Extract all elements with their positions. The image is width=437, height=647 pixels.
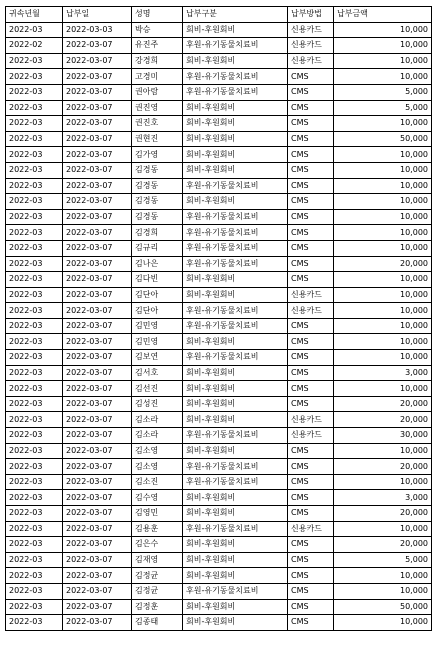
table-row xyxy=(6,615,432,631)
period-cell: 2022-03 xyxy=(6,84,63,100)
name-cell: 김민영 xyxy=(132,318,183,334)
name-cell: 김경희 xyxy=(132,225,183,241)
payment-date-cell: 2022-03-07 xyxy=(63,147,132,163)
amount-cell: 10,000 xyxy=(334,38,432,54)
table-row xyxy=(6,225,432,241)
payment-type-cell: 회비-후원회비 xyxy=(183,131,288,147)
period-cell: 2022-03 xyxy=(6,256,63,272)
payment-date-cell: 2022-03-07 xyxy=(63,84,132,100)
payment-method-cell: CMS xyxy=(288,194,334,210)
payment-date-cell: 2022-03-07 xyxy=(63,381,132,397)
payment-method-cell: CMS xyxy=(288,490,334,506)
period-cell: 2022-03 xyxy=(6,350,63,366)
payment-type-cell: 후원-유기동물치료비 xyxy=(183,459,288,475)
name-cell: 김소진 xyxy=(132,474,183,490)
payment-method-cell: CMS xyxy=(288,318,334,334)
payment-date-cell: 2022-03-07 xyxy=(63,506,132,522)
name-cell: 김규리 xyxy=(132,240,183,256)
table-row xyxy=(6,474,432,490)
header-payment-method: 납부방법 xyxy=(288,7,334,23)
period-cell: 2022-03 xyxy=(6,615,63,631)
period-cell: 2022-03 xyxy=(6,428,63,444)
payment-method-cell: CMS xyxy=(288,272,334,288)
name-cell: 김정균 xyxy=(132,583,183,599)
period-cell: 2022-03 xyxy=(6,334,63,350)
payment-date-cell: 2022-03-07 xyxy=(63,334,132,350)
payment-type-cell: 후원-유기동물치료비 xyxy=(183,521,288,537)
table-row xyxy=(6,334,432,350)
payment-type-cell: 회비-후원회비 xyxy=(183,381,288,397)
period-cell: 2022-03 xyxy=(6,506,63,522)
amount-cell: 10,000 xyxy=(334,162,432,178)
payment-method-cell: CMS xyxy=(288,459,334,475)
payment-method-cell: CMS xyxy=(288,240,334,256)
header-period: 귀속년월 xyxy=(6,7,63,23)
payment-date-cell: 2022-03-07 xyxy=(63,599,132,615)
payment-type-cell: 후원-유기동물치료비 xyxy=(183,178,288,194)
table-row xyxy=(6,412,432,428)
amount-cell: 20,000 xyxy=(334,537,432,553)
table-row xyxy=(6,256,432,272)
amount-cell: 10,000 xyxy=(334,615,432,631)
period-cell: 2022-02 xyxy=(6,38,63,54)
table-row xyxy=(6,428,432,444)
payment-method-cell: CMS xyxy=(288,568,334,584)
payment-type-cell: 회비-후원회비 xyxy=(183,443,288,459)
table-row xyxy=(6,100,432,116)
amount-cell: 10,000 xyxy=(334,287,432,303)
payment-method-cell: CMS xyxy=(288,381,334,397)
table-row xyxy=(6,350,432,366)
name-cell: 권진영 xyxy=(132,100,183,116)
payment-type-cell: 후원-유기동물치료비 xyxy=(183,84,288,100)
payment-type-cell: 후원-유기동물치료비 xyxy=(183,209,288,225)
payment-date-cell: 2022-03-07 xyxy=(63,521,132,537)
payment-method-cell: CMS xyxy=(288,615,334,631)
payment-type-cell: 회비-후원회비 xyxy=(183,194,288,210)
name-cell: 김용훈 xyxy=(132,521,183,537)
payment-type-cell: 후원-유기동물치료비 xyxy=(183,38,288,54)
period-cell: 2022-03 xyxy=(6,318,63,334)
payment-method-cell: CMS xyxy=(288,537,334,553)
payment-type-cell: 회비-후원회비 xyxy=(183,506,288,522)
payment-date-cell: 2022-03-07 xyxy=(63,209,132,225)
amount-cell: 20,000 xyxy=(334,459,432,475)
amount-cell: 50,000 xyxy=(334,131,432,147)
table-row xyxy=(6,583,432,599)
period-cell: 2022-03 xyxy=(6,568,63,584)
amount-cell: 20,000 xyxy=(334,396,432,412)
payment-method-cell: CMS xyxy=(288,350,334,366)
payment-date-cell: 2022-03-07 xyxy=(63,194,132,210)
payment-ledger-table xyxy=(5,6,432,631)
amount-cell: 5,000 xyxy=(334,552,432,568)
payment-date-cell: 2022-03-07 xyxy=(63,490,132,506)
period-cell: 2022-03 xyxy=(6,225,63,241)
amount-cell: 5,000 xyxy=(334,84,432,100)
table-row xyxy=(6,22,432,38)
name-cell: 권진호 xyxy=(132,116,183,132)
payment-method-cell: CMS xyxy=(288,69,334,85)
payment-method-cell: 신용카드 xyxy=(288,412,334,428)
payment-date-cell: 2022-03-07 xyxy=(63,365,132,381)
period-cell: 2022-03 xyxy=(6,240,63,256)
amount-cell: 10,000 xyxy=(334,116,432,132)
payment-type-cell: 회비-후원회비 xyxy=(183,100,288,116)
payment-type-cell: 회비-후원회비 xyxy=(183,552,288,568)
period-cell: 2022-03 xyxy=(6,412,63,428)
amount-cell: 10,000 xyxy=(334,521,432,537)
table-row xyxy=(6,131,432,147)
amount-cell: 10,000 xyxy=(334,583,432,599)
table-row xyxy=(6,552,432,568)
header-payment-amount: 납부금액 xyxy=(334,7,432,23)
name-cell: 김단아 xyxy=(132,287,183,303)
payment-type-cell: 후원-유기동물치료비 xyxy=(183,350,288,366)
table-row xyxy=(6,287,432,303)
amount-cell: 10,000 xyxy=(334,350,432,366)
period-cell: 2022-03 xyxy=(6,521,63,537)
payment-method-cell: 신용카드 xyxy=(288,303,334,319)
amount-cell: 10,000 xyxy=(334,334,432,350)
table-row xyxy=(6,162,432,178)
name-cell: 김소라 xyxy=(132,428,183,444)
payment-method-cell: 신용카드 xyxy=(288,428,334,444)
table-row xyxy=(6,194,432,210)
period-cell: 2022-03 xyxy=(6,365,63,381)
header-name: 성명 xyxy=(132,7,183,23)
payment-method-cell: CMS xyxy=(288,84,334,100)
period-cell: 2022-03 xyxy=(6,194,63,210)
payment-method-cell: CMS xyxy=(288,116,334,132)
amount-cell: 10,000 xyxy=(334,240,432,256)
name-cell: 김수영 xyxy=(132,490,183,506)
payment-method-cell: CMS xyxy=(288,334,334,350)
payment-type-cell: 후원-유기동물치료비 xyxy=(183,256,288,272)
amount-cell: 10,000 xyxy=(334,22,432,38)
amount-cell: 3,000 xyxy=(334,490,432,506)
payment-type-cell: 회비-후원회비 xyxy=(183,365,288,381)
payment-date-cell: 2022-03-07 xyxy=(63,38,132,54)
name-cell: 김민영 xyxy=(132,334,183,350)
amount-cell: 10,000 xyxy=(334,272,432,288)
payment-method-cell: CMS xyxy=(288,100,334,116)
name-cell: 김다빈 xyxy=(132,272,183,288)
amount-cell: 10,000 xyxy=(334,69,432,85)
period-cell: 2022-03 xyxy=(6,209,63,225)
table-row xyxy=(6,240,432,256)
table-row xyxy=(6,69,432,85)
amount-cell: 10,000 xyxy=(334,194,432,210)
period-cell: 2022-03 xyxy=(6,22,63,38)
amount-cell: 10,000 xyxy=(334,318,432,334)
payment-date-cell: 2022-03-07 xyxy=(63,100,132,116)
payment-date-cell: 2022-03-07 xyxy=(63,116,132,132)
payment-type-cell: 회비-후원회비 xyxy=(183,537,288,553)
payment-date-cell: 2022-03-07 xyxy=(63,318,132,334)
table-row xyxy=(6,178,432,194)
name-cell: 김서호 xyxy=(132,365,183,381)
name-cell: 김정균 xyxy=(132,568,183,584)
payment-method-cell: CMS xyxy=(288,162,334,178)
period-cell: 2022-03 xyxy=(6,131,63,147)
payment-date-cell: 2022-03-07 xyxy=(63,287,132,303)
payment-date-cell: 2022-03-07 xyxy=(63,272,132,288)
payment-method-cell: 신용카드 xyxy=(288,521,334,537)
payment-date-cell: 2022-03-07 xyxy=(63,537,132,553)
table-row xyxy=(6,396,432,412)
payment-date-cell: 2022-03-07 xyxy=(63,350,132,366)
name-cell: 김소라 xyxy=(132,412,183,428)
name-cell: 김경동 xyxy=(132,209,183,225)
payment-type-cell: 회비-후원회비 xyxy=(183,599,288,615)
payment-date-cell: 2022-03-07 xyxy=(63,459,132,475)
table-row xyxy=(6,84,432,100)
payment-type-cell: 회비-후원회비 xyxy=(183,162,288,178)
payment-date-cell: 2022-03-07 xyxy=(63,240,132,256)
payment-method-cell: 신용카드 xyxy=(288,53,334,69)
payment-type-cell: 후원-유기동물치료비 xyxy=(183,474,288,490)
payment-method-cell: CMS xyxy=(288,552,334,568)
name-cell: 김종태 xyxy=(132,615,183,631)
name-cell: 김경동 xyxy=(132,162,183,178)
name-cell: 김소영 xyxy=(132,443,183,459)
amount-cell: 10,000 xyxy=(334,209,432,225)
name-cell: 권아람 xyxy=(132,84,183,100)
payment-method-cell: CMS xyxy=(288,396,334,412)
payment-date-cell: 2022-03-07 xyxy=(63,178,132,194)
table-row xyxy=(6,272,432,288)
payment-method-cell: 신용카드 xyxy=(288,38,334,54)
period-cell: 2022-03 xyxy=(6,303,63,319)
name-cell: 김재영 xyxy=(132,552,183,568)
period-cell: 2022-03 xyxy=(6,53,63,69)
name-cell: 김경동 xyxy=(132,178,183,194)
period-cell: 2022-03 xyxy=(6,100,63,116)
payment-method-cell: 신용카드 xyxy=(288,22,334,38)
table-row xyxy=(6,568,432,584)
name-cell: 김경동 xyxy=(132,194,183,210)
name-cell: 권현진 xyxy=(132,131,183,147)
payment-date-cell: 2022-03-07 xyxy=(63,53,132,69)
payment-type-cell: 후원-유기동물치료비 xyxy=(183,583,288,599)
payment-type-cell: 회비-후원회비 xyxy=(183,490,288,506)
table-row xyxy=(6,318,432,334)
payment-type-cell: 회비-후원회비 xyxy=(183,116,288,132)
payment-type-cell: 회비-후원회비 xyxy=(183,147,288,163)
amount-cell: 5,000 xyxy=(334,100,432,116)
period-cell: 2022-03 xyxy=(6,272,63,288)
payment-date-cell: 2022-03-07 xyxy=(63,131,132,147)
table-row xyxy=(6,147,432,163)
name-cell: 김은수 xyxy=(132,537,183,553)
payment-date-cell: 2022-03-07 xyxy=(63,568,132,584)
period-cell: 2022-03 xyxy=(6,396,63,412)
name-cell: 김소영 xyxy=(132,459,183,475)
name-cell: 김나은 xyxy=(132,256,183,272)
payment-method-cell: CMS xyxy=(288,443,334,459)
payment-date-cell: 2022-03-07 xyxy=(63,162,132,178)
name-cell: 김영민 xyxy=(132,506,183,522)
amount-cell: 10,000 xyxy=(334,474,432,490)
amount-cell: 30,000 xyxy=(334,428,432,444)
table-row xyxy=(6,490,432,506)
period-cell: 2022-03 xyxy=(6,599,63,615)
payment-type-cell: 후원-유기동물치료비 xyxy=(183,303,288,319)
name-cell: 김성진 xyxy=(132,396,183,412)
payment-type-cell: 회비-후원회비 xyxy=(183,412,288,428)
payment-method-cell: CMS xyxy=(288,506,334,522)
payment-date-cell: 2022-03-07 xyxy=(63,225,132,241)
period-cell: 2022-03 xyxy=(6,162,63,178)
amount-cell: 10,000 xyxy=(334,147,432,163)
table-row xyxy=(6,537,432,553)
name-cell: 김보연 xyxy=(132,350,183,366)
payment-date-cell: 2022-03-07 xyxy=(63,303,132,319)
amount-cell: 50,000 xyxy=(334,599,432,615)
table-row xyxy=(6,303,432,319)
payment-method-cell: CMS xyxy=(288,178,334,194)
period-cell: 2022-03 xyxy=(6,537,63,553)
payment-type-cell: 회비-후원회비 xyxy=(183,396,288,412)
period-cell: 2022-03 xyxy=(6,490,63,506)
payment-type-cell: 회비-후원회비 xyxy=(183,615,288,631)
table-row xyxy=(6,521,432,537)
payment-method-cell: CMS xyxy=(288,209,334,225)
table-row xyxy=(6,38,432,54)
payment-method-cell: CMS xyxy=(288,365,334,381)
amount-cell: 10,000 xyxy=(334,443,432,459)
table-row xyxy=(6,209,432,225)
payment-date-cell: 2022-03-07 xyxy=(63,443,132,459)
amount-cell: 10,000 xyxy=(334,381,432,397)
table-row xyxy=(6,365,432,381)
period-cell: 2022-03 xyxy=(6,459,63,475)
payment-date-cell: 2022-03-07 xyxy=(63,552,132,568)
payment-type-cell: 회비-후원회비 xyxy=(183,53,288,69)
payment-type-cell: 회비-후원회비 xyxy=(183,287,288,303)
payment-date-cell: 2022-03-07 xyxy=(63,474,132,490)
period-cell: 2022-03 xyxy=(6,178,63,194)
payment-method-cell: CMS xyxy=(288,256,334,272)
name-cell: 김단아 xyxy=(132,303,183,319)
name-cell: 박승 xyxy=(132,22,183,38)
payment-date-cell: 2022-03-07 xyxy=(63,412,132,428)
table-row xyxy=(6,53,432,69)
amount-cell: 20,000 xyxy=(334,256,432,272)
payment-date-cell: 2022-03-07 xyxy=(63,583,132,599)
payment-date-cell: 2022-03-03 xyxy=(63,22,132,38)
payment-date-cell: 2022-03-07 xyxy=(63,396,132,412)
period-cell: 2022-03 xyxy=(6,381,63,397)
payment-type-cell: 후원-유기동물치료비 xyxy=(183,69,288,85)
header-row xyxy=(6,7,432,23)
payment-method-cell: CMS xyxy=(288,147,334,163)
amount-cell: 20,000 xyxy=(334,412,432,428)
table-row xyxy=(6,443,432,459)
amount-cell: 10,000 xyxy=(334,225,432,241)
period-cell: 2022-03 xyxy=(6,443,63,459)
amount-cell: 3,000 xyxy=(334,365,432,381)
payment-date-cell: 2022-03-07 xyxy=(63,428,132,444)
name-cell: 김가영 xyxy=(132,147,183,163)
period-cell: 2022-03 xyxy=(6,552,63,568)
amount-cell: 20,000 xyxy=(334,506,432,522)
period-cell: 2022-03 xyxy=(6,287,63,303)
period-cell: 2022-03 xyxy=(6,147,63,163)
payment-date-cell: 2022-03-07 xyxy=(63,615,132,631)
period-cell: 2022-03 xyxy=(6,583,63,599)
payment-type-cell: 후원-유기동물치료비 xyxy=(183,225,288,241)
table-row xyxy=(6,459,432,475)
period-cell: 2022-03 xyxy=(6,69,63,85)
payment-type-cell: 회비-후원회비 xyxy=(183,334,288,350)
amount-cell: 10,000 xyxy=(334,303,432,319)
name-cell: 김정훈 xyxy=(132,599,183,615)
payment-date-cell: 2022-03-07 xyxy=(63,69,132,85)
payment-method-cell: 신용카드 xyxy=(288,287,334,303)
amount-cell: 10,000 xyxy=(334,568,432,584)
period-cell: 2022-03 xyxy=(6,116,63,132)
name-cell: 고경미 xyxy=(132,69,183,85)
header-payment-date: 납부일 xyxy=(63,7,132,23)
table-row xyxy=(6,381,432,397)
payment-method-cell: CMS xyxy=(288,599,334,615)
table-row xyxy=(6,599,432,615)
payment-type-cell: 회비-후원회비 xyxy=(183,22,288,38)
amount-cell: 10,000 xyxy=(334,178,432,194)
payment-method-cell: CMS xyxy=(288,131,334,147)
payment-type-cell: 회비-후원회비 xyxy=(183,568,288,584)
table-row xyxy=(6,506,432,522)
header-payment-type: 납부구분 xyxy=(183,7,288,23)
payment-method-cell: CMS xyxy=(288,225,334,241)
name-cell: 강경희 xyxy=(132,53,183,69)
payment-type-cell: 후원-유기동물치료비 xyxy=(183,240,288,256)
payment-type-cell: 후원-유기동물치료비 xyxy=(183,318,288,334)
payment-method-cell: CMS xyxy=(288,474,334,490)
table-row xyxy=(6,116,432,132)
payment-method-cell: CMS xyxy=(288,583,334,599)
payment-type-cell: 후원-유기동물치료비 xyxy=(183,428,288,444)
payment-type-cell: 회비-후원회비 xyxy=(183,272,288,288)
name-cell: 유진주 xyxy=(132,38,183,54)
period-cell: 2022-03 xyxy=(6,474,63,490)
amount-cell: 10,000 xyxy=(334,53,432,69)
name-cell: 김선진 xyxy=(132,381,183,397)
payment-date-cell: 2022-03-07 xyxy=(63,256,132,272)
